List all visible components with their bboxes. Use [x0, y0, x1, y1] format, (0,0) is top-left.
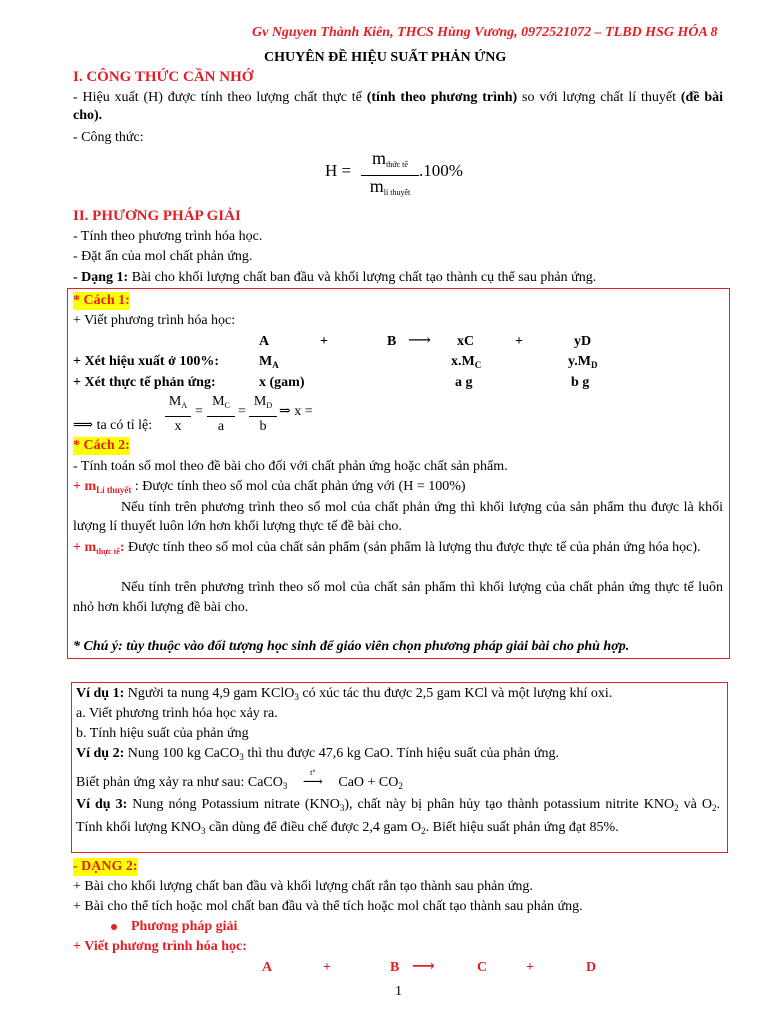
- teacher-note: * Chú ý: tùy thuộc vào đối tượng học sinh để giáo viên chọn phương pháp giải bài cho phù hợp.: [73, 639, 630, 654]
- write-equation-line: + Viết phương trình hóa học:: [73, 313, 236, 328]
- dang-2-eq-d: D: [586, 960, 597, 975]
- text-bold: (tính theo phương trình): [366, 90, 518, 105]
- row-100-d: [568, 353, 597, 374]
- sub: 2: [674, 803, 679, 813]
- sub: 3: [239, 752, 244, 762]
- text: M: [212, 394, 225, 409]
- dang-2-heading: - DẠNG 2:: [73, 859, 138, 874]
- sub: A: [272, 360, 279, 370]
- sub: 3: [282, 781, 288, 791]
- sub: C: [224, 401, 230, 410]
- example-1-part-a: a. Viết phương trình hóa học xảy ra.: [76, 706, 278, 721]
- fraction-bar: [249, 416, 277, 417]
- example-2-equation: [76, 768, 403, 795]
- dang-2-eq-plus-1: +: [323, 960, 331, 975]
- text: thì thu được 47,6 kg CaO. Tính hiệu suất của phản ứng.: [243, 746, 559, 761]
- sub: 3: [339, 803, 345, 813]
- row-actual-a: x (gam): [259, 375, 305, 390]
- method-bullet: [111, 918, 237, 936]
- text: Người ta nung 4,9 gam KClO: [124, 686, 295, 701]
- sub: 3: [294, 692, 299, 702]
- section-1-paragraph: [73, 89, 723, 125]
- example-1: [76, 685, 612, 706]
- sub: Lí thuyết: [96, 485, 132, 495]
- formula-den: m: [369, 176, 384, 196]
- formula-tail: .100%: [419, 161, 463, 180]
- dang-2-eq-arrow: ⟶: [412, 958, 435, 975]
- text: . Biết hiệu suất phản ứng đạt 85%.: [425, 820, 619, 835]
- dang-2-line-1: + Bài cho khối lượng chất ban đầu và khối lượng chất rắn tạo thành sau phản ứng.: [73, 879, 533, 894]
- m-thuc-te-paragraph: [73, 538, 723, 562]
- eq-b: B: [387, 334, 397, 349]
- eq-d: yD: [574, 334, 592, 349]
- ratio-frac-1: [165, 394, 191, 435]
- heat-label: t°: [310, 768, 316, 777]
- text: Được tính theo số mol của chất sản phẩm (sản phẩm là lượng thu được thực tế của phản ứng hóa học).: [124, 540, 701, 555]
- sub: 3: [201, 826, 206, 836]
- label: Ví dụ 3:: [76, 797, 128, 812]
- text: + m: [73, 479, 97, 494]
- dang-1-line: [73, 269, 596, 287]
- text: và O: [678, 797, 712, 812]
- section-2-heading: II. PHƯƠNG PHÁP GIẢI: [73, 208, 241, 224]
- example-3: [76, 795, 720, 841]
- text: + m: [73, 540, 97, 555]
- sub: D: [266, 401, 273, 410]
- page-number: 1: [395, 984, 402, 999]
- row-actual-label: + Xét thực tế phản ứng:: [73, 375, 216, 390]
- text: Nung 100 kg CaCO: [124, 746, 240, 761]
- formula-num: m: [372, 148, 387, 168]
- sub: thực tế: [96, 547, 120, 556]
- sub: 2: [711, 803, 717, 813]
- formula-num-sub: thức tế: [386, 160, 408, 169]
- formula-label: - Công thức:: [73, 130, 144, 145]
- row-100-a: [259, 353, 279, 374]
- text: M: [259, 354, 273, 369]
- dang-2-eq-b: B: [390, 960, 400, 975]
- sub: D: [590, 360, 598, 370]
- sub: 2: [398, 781, 403, 791]
- text: có xúc tác thu được 2,5 gam KCl và một lượng khí oxi.: [298, 686, 613, 701]
- ratio-tail: ⇒ x =: [279, 404, 313, 419]
- row-100-label: + Xét hiệu xuất ở 100%:: [73, 354, 220, 369]
- sub: C: [474, 360, 482, 370]
- label: Ví dụ 1:: [76, 686, 125, 701]
- row-100-c: [451, 353, 481, 374]
- dang-1-text: Bài cho khối lượng chất ban đầu và khối lượng chất tạo thành cụ thể sau phản ứng.: [128, 270, 597, 285]
- cach-2-label: * Cách 2:: [73, 438, 130, 453]
- ratio-eq-2: =: [238, 404, 246, 419]
- cach-1-label: * Cách 1:: [73, 293, 130, 308]
- section-1-heading: I. CÔNG THỨC CẦN NHỚ: [73, 69, 254, 85]
- eq-plus-2: +: [515, 334, 523, 349]
- dang-1-label: - Dạng 1:: [73, 270, 129, 285]
- ratio-frac-2: [207, 394, 235, 435]
- text: Nung nóng Potassium nitrate (KNO: [127, 797, 340, 812]
- text: :: [119, 540, 125, 555]
- formula-fraction: [361, 150, 419, 201]
- text: Phương pháp giải: [131, 919, 238, 934]
- eq-arrow: ⟶: [408, 332, 431, 349]
- arrow: ⟶: [302, 775, 323, 790]
- page-title: CHUYÊN ĐỀ HIỆU SUẤT PHẢN ỨNG: [264, 50, 507, 65]
- m-thuc-te-note: Nếu tính trên phương trình theo số mol của chất sản phẩm thì khối lượng của chất phản ứng thực tế luôn nhỏ hơn khối lượng đề bài cho.: [73, 580, 723, 615]
- text: - Hiệu xuất (H) được tính theo lượng chất thực tế: [73, 90, 367, 105]
- dang-2-eq-c: C: [477, 960, 488, 975]
- heat-arrow: [295, 768, 331, 792]
- m-ly-thuyet-line: [73, 478, 466, 499]
- row-actual-d: b g: [571, 375, 590, 390]
- bullet-icon: [111, 924, 117, 930]
- eq-plus-1: +: [320, 334, 328, 349]
- dang-2-eq-a: A: [262, 960, 273, 975]
- page-header: Gv Nguyen Thành Kiên, THCS Hùng Vương, 0972521072 – TLBD HSG HÓA 8: [252, 25, 718, 40]
- ratio-label: ⟹ ta có tỉ lệ:: [73, 418, 153, 433]
- dang-2-line-2: + Bài cho thể tích hoặc mol chất ban đầu và thể tích hoặc mol chất tạo thành sau phản ứng.: [73, 899, 583, 914]
- dang-2-eq-plus-2: +: [526, 960, 534, 975]
- method-line-2: - Đặt ẩn của mol chất phản ứng.: [73, 249, 253, 264]
- text: CaO + CO: [338, 775, 399, 790]
- fraction-bar: [207, 416, 235, 417]
- text: Biết phản ứng xảy ra như sau: CaCO: [76, 775, 283, 790]
- text: : Được tính theo số mol của chất phản ứng với (H = 100%): [131, 479, 466, 494]
- text: cần dùng để điều chế được 2,4 gam O: [205, 820, 422, 835]
- m-ly-thuyet-paragraph: Nếu tính trên phương trình theo số mol của chất phản ứng thì khối lượng của sản phẩm thu được là khối lượng lí thuyết luôn lớn hơn khối lượng thực tế đề bài cho.: [73, 500, 723, 534]
- example-1-part-b: b. Tính hiệu suất của phản ứng: [76, 726, 249, 741]
- text: y.M: [568, 354, 591, 369]
- cach-2-line-1: - Tính toán số mol theo đề bài cho đối với chất phản ứng hoặc chất sản phẩm.: [73, 459, 508, 474]
- formula-den-sub: lí thuyết: [383, 188, 411, 197]
- text: so với lượng chất lí thuyết: [517, 90, 681, 105]
- example-2: [76, 745, 559, 766]
- formula-lhs: H =: [325, 161, 352, 180]
- text: ), chất này bị phân hủy tạo thành potassium nitrite KNO: [344, 797, 675, 812]
- label: Ví dụ 2:: [76, 746, 125, 761]
- text: x.M: [451, 354, 475, 369]
- text-bold: (đề bài cho).: [73, 90, 723, 123]
- eq-a: A: [259, 334, 270, 349]
- text: . Tính khối lượng KNO: [76, 797, 720, 835]
- text: b: [259, 419, 267, 434]
- ratio-eq-1: =: [195, 404, 203, 419]
- eq-c: xC: [457, 334, 475, 349]
- row-actual-c: a g: [455, 375, 473, 390]
- text: x: [174, 419, 182, 434]
- dang-2-write-equation: + Viết phương trình hóa học:: [73, 939, 247, 954]
- fraction-bar: [165, 416, 191, 417]
- text: M: [168, 394, 182, 409]
- sub: 2: [421, 826, 426, 836]
- ratio-frac-3: [249, 394, 277, 435]
- text: a: [217, 419, 225, 434]
- sub: A: [181, 401, 188, 410]
- text: M: [253, 394, 267, 409]
- method-line-1: - Tính theo phương trình hóa học.: [73, 229, 263, 244]
